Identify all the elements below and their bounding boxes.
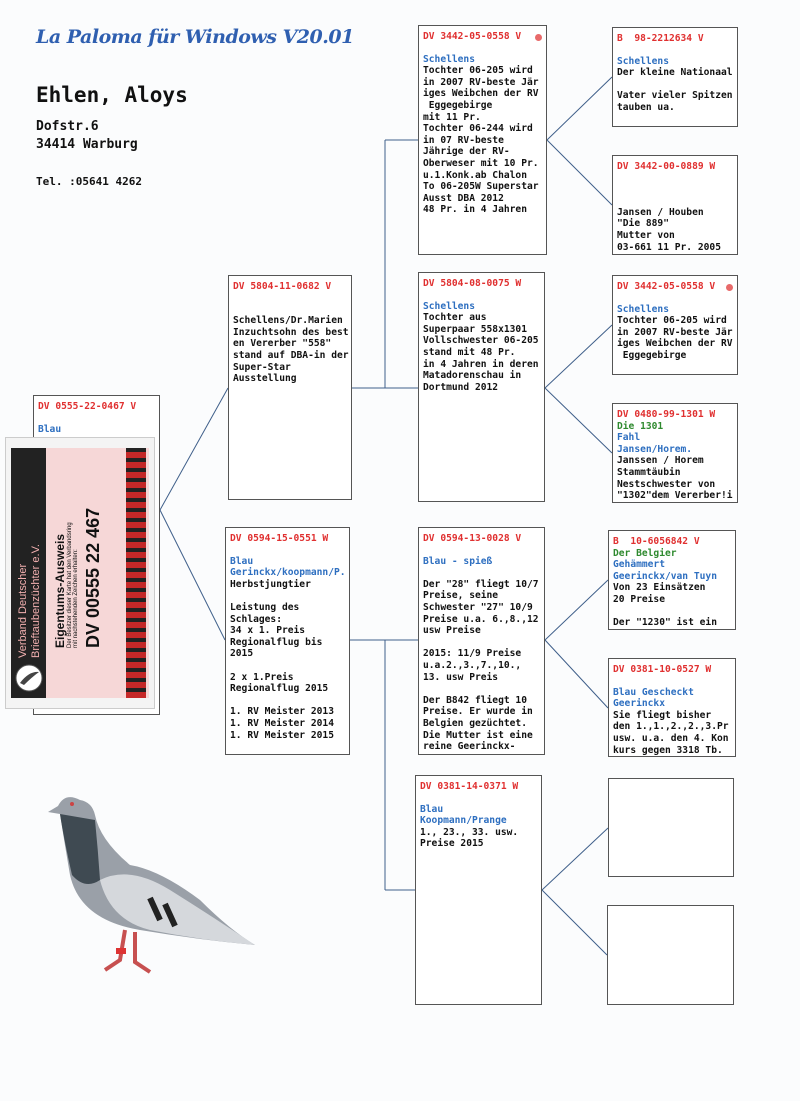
pedigree-text-line: [617, 195, 733, 207]
pedigree-text-line: 2 x 1.Preis: [230, 671, 294, 683]
card-org-line2: Brieftaubenzüchter e.V.: [30, 544, 42, 658]
pedigree-box-ds: [418, 527, 545, 755]
ring-number: DV 3442-05-0558 V: [423, 31, 522, 42]
owner-phone: Tel. :05641 4262: [36, 175, 142, 188]
street: Dofstr.6: [36, 119, 99, 134]
pedigree-text-line: Vater vieler Spitzen: [617, 90, 733, 102]
city: 34414 Warburg: [36, 137, 138, 152]
pedigree-text-line: 03-661 11 Pr. 2005: [617, 241, 721, 253]
pedigree-text-line: 34 x 1. Preis: [230, 625, 306, 637]
ring-number: B 10-6056842 V: [613, 536, 700, 547]
pedigree-text-line: Blau: [230, 555, 254, 567]
pedigree-text-line: in 2007 RV-beste Jär: [423, 76, 539, 88]
pedigree-box-dam: [225, 527, 350, 755]
pedigree-text-line: u.1.Konk.ab Chalon: [423, 169, 527, 181]
pedigree-text-line: Belgien gezüchtet.: [423, 717, 527, 729]
pedigree-text-line: Super-Star: [233, 361, 291, 373]
pedigree-text-line: [423, 567, 540, 579]
pedigree-text-line: u.a.2.,3.,7.,10.,: [423, 659, 522, 671]
pedigree-text-line: Janssen / Horem: [617, 455, 704, 467]
pedigree-text-line: Schwester "27" 10/9: [423, 601, 533, 613]
pedigree-box-ss: [418, 25, 547, 255]
ring-number: DV 5804-11-0682 V: [233, 281, 332, 292]
pedigree-text-line: Die 1301: [617, 420, 664, 432]
pedigree-box-dds: [608, 778, 734, 877]
pedigree-text-line: Preise. Er wurde in: [423, 706, 533, 718]
pedigree-text-line: usw Preise: [423, 625, 481, 637]
pedigree-text-line: "1302"dem Vererber!i: [617, 490, 733, 502]
pedigree-box-dss: [608, 530, 736, 630]
ring-number: DV 3442-05-0558 V: [617, 281, 716, 292]
ring-number: DV 0381-10-0527 W: [613, 664, 712, 675]
pedigree-box-sds: [612, 275, 738, 375]
pedigree-text-line: Regionalflug bis: [230, 636, 323, 648]
pedigree-text-line: Mutter von: [617, 229, 675, 241]
pedigree-text-line: Geerinckx/van Tuyn: [613, 570, 717, 582]
pedigree-text-line: Ausst DBA 2012: [423, 192, 504, 204]
pedigree-text-line: iges Weibchen der RV: [423, 88, 539, 100]
pedigree-text-line: Der B842 fliegt 10: [423, 694, 527, 706]
pedigree-text-line: Gerinckx/koopmann/P.: [230, 567, 346, 579]
pigeon-photo: [40, 780, 270, 990]
pedigree-text-line: en Vererber "558": [233, 338, 332, 350]
card-note-1: Der Besitzer dieser Karte hat den Verbandsring: [67, 522, 73, 648]
pedigree-text-line: Schellens: [617, 55, 669, 67]
pedigree-box-sss: [612, 27, 738, 127]
pedigree-text-line: Der "1230" ist ein: [613, 617, 717, 629]
pedigree-box-dd: [415, 775, 542, 1005]
pedigree-text-line: [423, 683, 540, 695]
pedigree-text-line: Sie fliegt bisher: [613, 709, 712, 721]
ring-number: DV 0555-22-0467 V: [38, 401, 137, 412]
pedigree-text-line: reine Geerinckx-: [423, 741, 516, 753]
pedigree-text-line: 2015: [230, 648, 254, 660]
pedigree-text-line: Koopmann/Prange: [420, 815, 507, 827]
pedigree-text-line: Jansen/Horem.: [617, 443, 693, 455]
pedigree-text-line: Blau - spieß: [423, 555, 493, 567]
pedigree-text-line: Tochter 06-244 wird: [423, 123, 533, 135]
pedigree-text-line: Blau Gescheckt: [613, 686, 694, 698]
pedigree-text-line: Schellens: [423, 300, 475, 312]
pedigree-text-line: mit 11 Pr.: [423, 111, 481, 123]
card-note-2: mit nachstehenden Zeichen erhalten:: [73, 549, 79, 648]
pedigree-box-sire: [228, 275, 352, 500]
pedigree-text-line: stand auf DBA-in der: [233, 349, 349, 361]
pedigree-text-line: Die Mutter ist eine: [423, 729, 533, 741]
pedigree-text-line: "Die 889": [617, 218, 669, 230]
pedigree-text-line: Jansen / Houben: [617, 206, 704, 218]
pedigree-text-line: [233, 304, 347, 316]
pedigree-text-line: Regionalflug 2015: [230, 683, 329, 695]
pedigree-text-line: 48 Pr. in 4 Jahren: [423, 204, 527, 216]
pedigree-text-line: Von 23 Einsätzen: [613, 582, 706, 594]
pedigree-text-line: Vollschwester 06-205: [423, 335, 539, 347]
ring-number: DV 0480-99-1301 W: [617, 409, 716, 420]
card-org-line1: Verband Deutscher: [17, 563, 29, 658]
pedigree-text-line: Oberweser mit 10 Pr.: [423, 157, 539, 169]
pedigree-text-line: [423, 637, 540, 649]
pedigree-text-line: in 4 Jahren in deren: [423, 358, 539, 370]
pedigree-text-line: To 06-205W Superstar: [423, 181, 539, 193]
ring-number: DV 5804-08-0075 W: [423, 278, 522, 289]
pedigree-text-line: Inzuchtsohn des best: [233, 326, 349, 338]
pedigree-text-line: [230, 660, 345, 672]
pedigree-text-line: Gehämmert: [613, 559, 665, 571]
pedigree-text-line: Geerinckx: [613, 698, 665, 710]
pedigree-text-line: 1. RV Meister 2014: [230, 717, 334, 729]
pedigree-text-line: Eggegebirge: [617, 349, 687, 361]
pedigree-text-line: Leistung des: [230, 601, 300, 613]
card-title: Eigentums-Ausweis: [53, 533, 67, 648]
pedigree-text-line: Preise, seine: [423, 590, 499, 602]
pedigree-text-line: Nestschwester von: [617, 478, 716, 490]
pedigree-box-sd: [418, 272, 545, 502]
pedigree-text-line: 1. RV Meister 2015: [230, 729, 334, 741]
pedigree-text-line: Jährige der RV-: [423, 146, 510, 158]
pedigree-text-line: Der kleine Nationaal: [617, 67, 733, 79]
owner-name: Ehlen, Aloys: [36, 83, 188, 107]
pedigree-text-line: tauben ua.: [617, 101, 675, 113]
ring-number: DV 3442-00-0889 W: [617, 161, 716, 172]
pedigree-text-line: [613, 606, 731, 618]
pedigree-text-line: Fahl: [617, 432, 641, 444]
pedigree-text-line: Stammtäubin: [617, 466, 681, 478]
pedigree-text-line: kurs gegen 3318 Tb.: [613, 744, 723, 756]
software-brand: La Paloma für Windows V20.01: [36, 26, 354, 48]
ring-number: DV 0594-13-0028 V: [423, 533, 522, 544]
pedigree-text-line: [617, 79, 733, 91]
pedigree-text-line: Herbstjungtier: [230, 578, 311, 590]
pedigree-text-line: Schellens: [617, 303, 669, 315]
pedigree-text-line: 13. usw Preis: [423, 671, 499, 683]
pedigree-box-dsd: [608, 658, 736, 757]
pedigree-text-line: Eggegebirge: [423, 99, 493, 111]
pedigree-text-line: 20 Preise: [613, 593, 665, 605]
ring-number: B 98-2212634 V: [617, 33, 704, 44]
pigeon-logo-icon: [14, 663, 44, 693]
pedigree-text-line: Dortmund 2012: [423, 381, 499, 393]
pedigree-text-line: den 1.,1.,2.,2.,3.Pr: [613, 721, 729, 733]
pedigree-text-line: Matadorenschau in: [423, 370, 522, 382]
pedigree-text-line: Tochter 06-205 wird: [423, 65, 533, 77]
pedigree-text-line: Tochter 06-205 wird: [617, 315, 727, 327]
pedigree-text-line: 1. RV Meister 2013: [230, 706, 334, 718]
pedigree-text-line: in 07 RV-beste: [423, 134, 504, 146]
pedigree-box-ddd: [607, 905, 734, 1005]
pedigree-box-ssd: [612, 155, 738, 255]
pedigree-text-line: Superpaar 558x1301: [423, 323, 527, 335]
pedigree-text-line: Preise 2015: [420, 838, 484, 850]
pedigree-text-line: usw. u.a. den 4. Kon: [613, 732, 729, 744]
pedigree-text-line: [230, 695, 345, 707]
pedigree-text-line: Preise u.a. 6.,8.,12: [423, 613, 539, 625]
ring-number: DV 0594-15-0551 W: [230, 533, 329, 544]
marker-dot-icon: [726, 284, 733, 291]
pedigree-text-line: Der Belgier: [613, 547, 677, 559]
pedigree-text-line: [230, 590, 345, 602]
pedigree-box-sdd: [612, 403, 738, 503]
pedigree-text-line: [617, 184, 733, 196]
pedigree-text-line: Blau: [38, 423, 62, 435]
card-ring-number: DV 00555 22 467: [83, 507, 103, 648]
pedigree-text-line: Ausstellung: [233, 373, 297, 385]
pedigree-text-line: Schlages:: [230, 613, 282, 625]
ownership-card: [5, 437, 155, 709]
pedigree-text-line: iges Weibchen der RV: [617, 338, 733, 350]
ring-number: DV 0381-14-0371 W: [420, 781, 519, 792]
pedigree-text-line: Schellens: [423, 53, 475, 65]
pedigree-text-line: 2015: 11/9 Preise: [423, 648, 522, 660]
pedigree-text-line: 1., 23., 33. usw.: [420, 826, 519, 838]
pedigree-text-line: Blau: [420, 803, 444, 815]
pedigree-text-line: Tochter aus: [423, 312, 487, 324]
pedigree-text-line: in 2007 RV-beste Jär: [617, 326, 733, 338]
pedigree-text-line: stand mit 48 Pr.: [423, 346, 516, 358]
pedigree-text-line: Schellens/Dr.Marien: [233, 315, 343, 327]
marker-dot-icon: [535, 34, 542, 41]
pedigree-text-line: Der "28" fliegt 10/7: [423, 578, 539, 590]
